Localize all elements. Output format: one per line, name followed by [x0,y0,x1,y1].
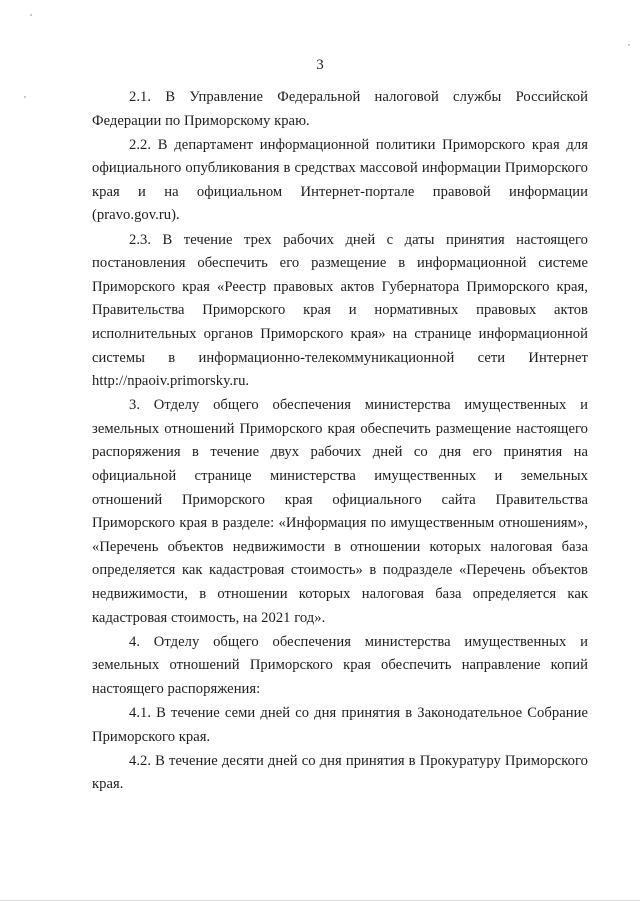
scan-speck [628,44,630,46]
page-number: 3 [316,57,324,73]
paragraph-4-2: 4.2. В течение десяти дней со дня принятия в Прокуратуру Приморского края. [92,752,588,793]
scan-speck [24,96,26,98]
paragraph-2-1: 2.1. В Управление Федеральной налоговой службы Российской Федерации по Приморскому краю. [92,89,588,129]
scan-speck [30,14,32,16]
scan-edge-line [0,900,640,901]
paragraph-2-3: 2.3. В течение трех рабочих дней с даты принятия настоящего постановления обеспечить его размещение в информационной системе Приморского края «Реестр правовых актов Губернатора Приморского края, Правительства Приморского края и нормативных правовых актов исполнительных органов Приморского края» на странице информационной системы в информационно-телекоммуникационной сети Интернет http://npaoiv.primorsky.ru. [92,231,588,390]
paragraph-2-2: 2.2. В департамент информационной политики Приморского края для официального опубликования в средствах массовой информации Приморского края и на официальном Интернет-портале правовой информации (pravo.gov.ru). [92,136,588,224]
document-body [92,86,588,797]
paragraph-4-1: 4.1. В течение семи дней со дня принятия в Законодательное Собрание Приморского края. [92,704,588,745]
paragraph-4: 4. Отделу общего обеспечения министерства имущественных и земельных отношений Приморского края обеспечить направление копий настоящего распоряжения: [92,633,588,697]
paragraph-3: 3. Отделу общего обеспечения министерства имущественных и земельных отношений Приморского края обеспечить размещение настоящего распоряжения в течение двух рабочих дней со дня его принятия на официальной странице министерства имущественных и земельных отношений Приморского края официального сайта Правительства Приморского края в разделе: «Информация по имущественным отношениям», «Перечень объектов недвижимости в отношении которых налоговая база определяется как кадастровая стоимость» в подразделе «Перечень объектов недвижимости, в отношении которых налоговая база определяется как кадастровая стоимость, на 2021 год». [92,397,588,626]
